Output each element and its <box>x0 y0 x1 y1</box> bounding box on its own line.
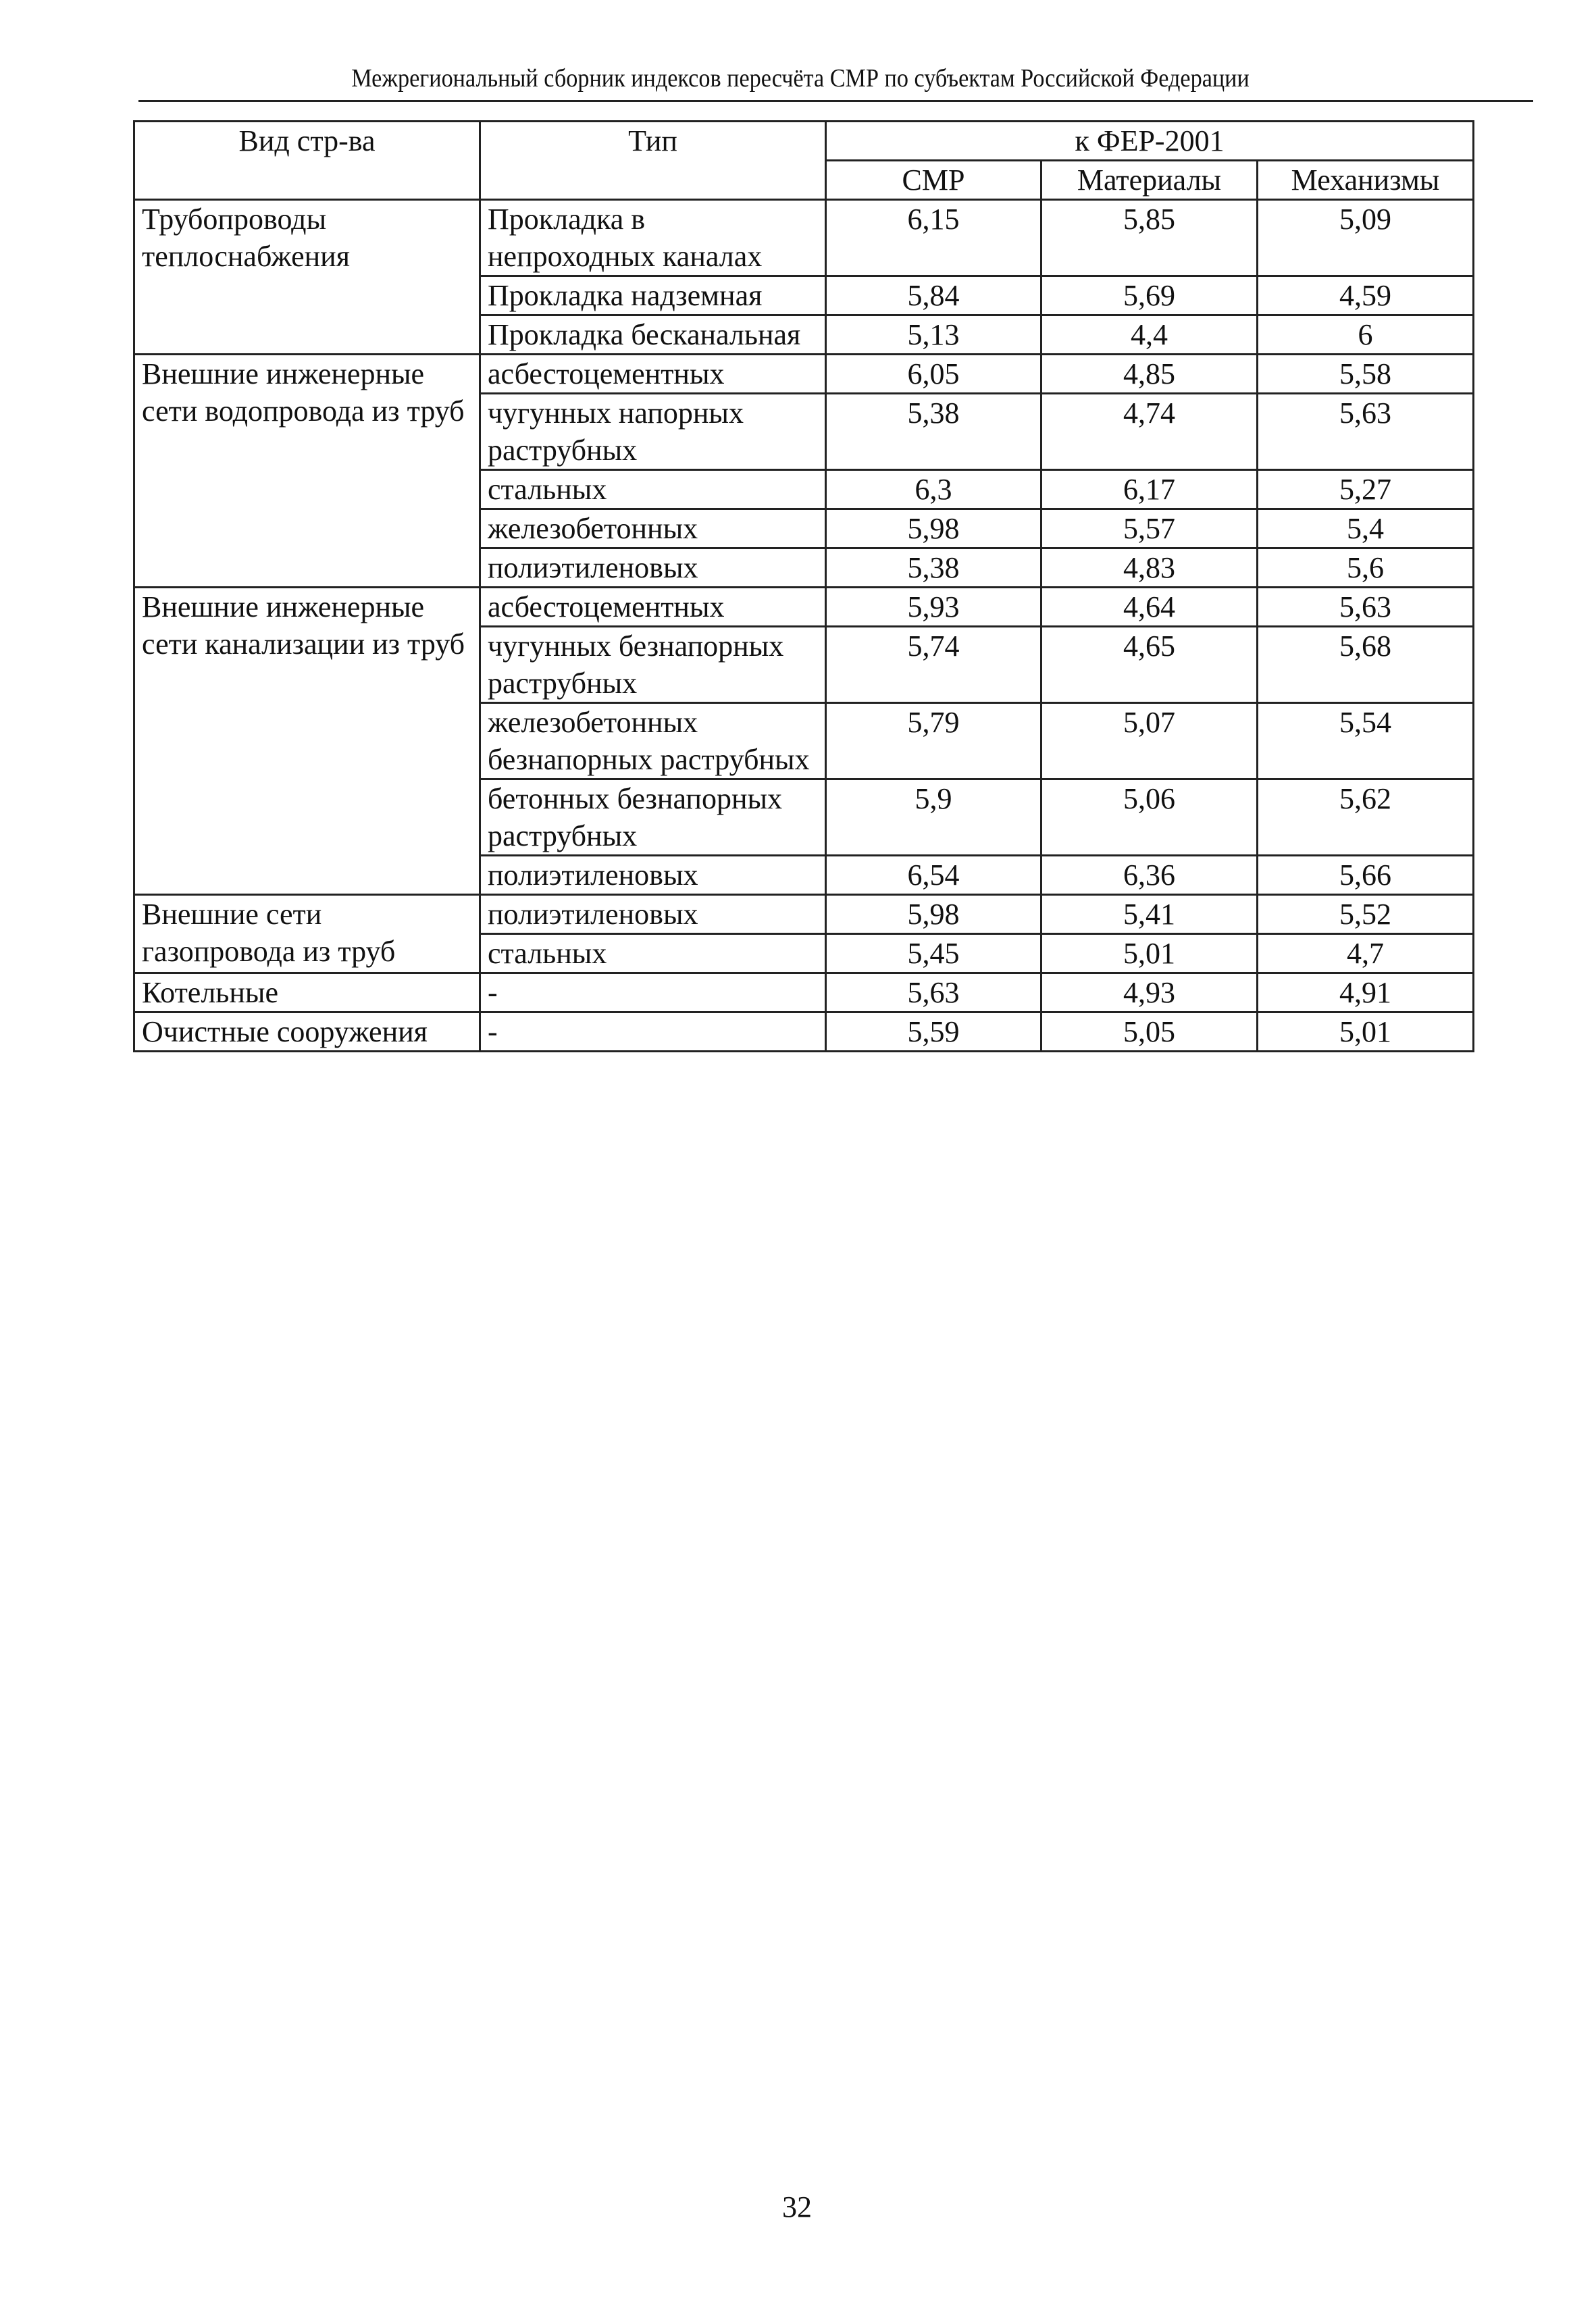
materials-value-cell: 4,85 <box>1041 355 1258 394</box>
smr-value-cell: 5,79 <box>826 703 1041 779</box>
smr-value-cell: 6,05 <box>826 355 1041 394</box>
type-cell: полиэтиленовых <box>480 856 826 895</box>
materials-value-cell: 5,85 <box>1041 200 1258 276</box>
index-table <box>133 120 1474 1052</box>
column-header-kind: Вид стр-ва <box>134 122 480 200</box>
materials-value-cell: 5,06 <box>1041 779 1258 856</box>
type-cell: - <box>480 1012 826 1052</box>
type-cell: стальных <box>480 934 826 973</box>
type-cell: Прокладка надземная <box>480 276 826 315</box>
materials-value-cell: 5,57 <box>1041 509 1258 548</box>
machines-value-cell: 4,91 <box>1258 973 1474 1012</box>
materials-value-cell: 4,83 <box>1041 548 1258 588</box>
construction-kind-cell: Внешние инженерные сети водопровода из труб <box>134 355 480 588</box>
type-cell: чугунных безнапорных раструбных <box>480 627 826 703</box>
type-cell: полиэтиленовых <box>480 895 826 934</box>
smr-value-cell: 5,13 <box>826 315 1041 355</box>
smr-value-cell: 5,45 <box>826 934 1041 973</box>
table-row <box>134 588 1474 627</box>
type-cell: Прокладка бесканальная <box>480 315 826 355</box>
machines-value-cell: 5,6 <box>1258 548 1474 588</box>
machines-value-cell: 5,68 <box>1258 627 1474 703</box>
machines-value-cell: 5,63 <box>1258 588 1474 627</box>
smr-value-cell: 5,98 <box>826 895 1041 934</box>
table-row <box>134 973 1474 1012</box>
smr-value-cell: 5,63 <box>826 973 1041 1012</box>
column-group-header: к ФЕР-2001 <box>826 122 1474 161</box>
materials-value-cell: 5,07 <box>1041 703 1258 779</box>
header-rule <box>138 100 1533 102</box>
machines-value-cell: 5,62 <box>1258 779 1474 856</box>
smr-value-cell: 5,74 <box>826 627 1041 703</box>
materials-value-cell: 4,65 <box>1041 627 1258 703</box>
construction-kind-cell: Котельные <box>134 973 480 1012</box>
type-cell: полиэтиленовых <box>480 548 826 588</box>
machines-value-cell: 5,66 <box>1258 856 1474 895</box>
machines-value-cell: 4,7 <box>1258 934 1474 973</box>
materials-value-cell: 6,17 <box>1041 470 1258 509</box>
machines-value-cell: 5,09 <box>1258 200 1474 276</box>
smr-value-cell: 5,84 <box>826 276 1041 315</box>
smr-value-cell: 5,38 <box>826 548 1041 588</box>
smr-value-cell: 6,54 <box>826 856 1041 895</box>
smr-value-cell: 5,98 <box>826 509 1041 548</box>
materials-value-cell: 4,93 <box>1041 973 1258 1012</box>
type-cell: асбестоцементных <box>480 355 826 394</box>
materials-value-cell: 4,74 <box>1041 394 1258 470</box>
table-row <box>134 200 1474 276</box>
machines-value-cell: 5,52 <box>1258 895 1474 934</box>
table-row <box>134 895 1474 934</box>
type-cell: чугунных напорных раструбных <box>480 394 826 470</box>
smr-value-cell: 5,38 <box>826 394 1041 470</box>
header-row-1 <box>134 122 1474 161</box>
materials-value-cell: 4,64 <box>1041 588 1258 627</box>
column-header-type: Тип <box>480 122 826 200</box>
construction-kind-cell: Внешние сети газопровода из труб <box>134 895 480 973</box>
machines-value-cell: 5,58 <box>1258 355 1474 394</box>
materials-value-cell: 5,05 <box>1041 1012 1258 1052</box>
column-header-machines: Механизмы <box>1258 161 1474 200</box>
page-number: 32 <box>782 2190 812 2223</box>
type-cell: железобетонных <box>480 509 826 548</box>
smr-value-cell: 6,15 <box>826 200 1041 276</box>
machines-value-cell: 4,59 <box>1258 276 1474 315</box>
type-cell: стальных <box>480 470 826 509</box>
table-row <box>134 1012 1474 1052</box>
table-body <box>134 200 1474 1052</box>
type-cell: бетонных безнапорных раструбных <box>480 779 826 856</box>
type-cell: Прокладка в непроходных каналах <box>480 200 826 276</box>
smr-value-cell: 5,93 <box>826 588 1041 627</box>
machines-value-cell: 5,54 <box>1258 703 1474 779</box>
type-cell: асбестоцементных <box>480 588 826 627</box>
smr-value-cell: 5,59 <box>826 1012 1041 1052</box>
construction-kind-cell: Трубопроводы теплоснабжения <box>134 200 480 355</box>
materials-value-cell: 6,36 <box>1041 856 1258 895</box>
construction-kind-cell: Очистные сооружения <box>134 1012 480 1052</box>
machines-value-cell: 5,27 <box>1258 470 1474 509</box>
smr-value-cell: 5,9 <box>826 779 1041 856</box>
materials-value-cell: 5,69 <box>1041 276 1258 315</box>
construction-kind-cell: Внешние инженерные сети канализации из труб <box>134 588 480 895</box>
smr-value-cell: 6,3 <box>826 470 1041 509</box>
materials-value-cell: 5,01 <box>1041 934 1258 973</box>
machines-value-cell: 5,4 <box>1258 509 1474 548</box>
materials-value-cell: 4,4 <box>1041 315 1258 355</box>
machines-value-cell: 6 <box>1258 315 1474 355</box>
type-cell: железобетонных безнапорных раструбных <box>480 703 826 779</box>
page-header: Межрегиональный сборник индексов пересчёта СМР по субъектам Российской Федерации <box>351 64 1250 93</box>
materials-value-cell: 5,41 <box>1041 895 1258 934</box>
table-row <box>134 355 1474 394</box>
type-cell: - <box>480 973 826 1012</box>
machines-value-cell: 5,63 <box>1258 394 1474 470</box>
column-header-materials: Материалы <box>1041 161 1258 200</box>
machines-value-cell: 5,01 <box>1258 1012 1474 1052</box>
column-header-smr: СМР <box>826 161 1041 200</box>
